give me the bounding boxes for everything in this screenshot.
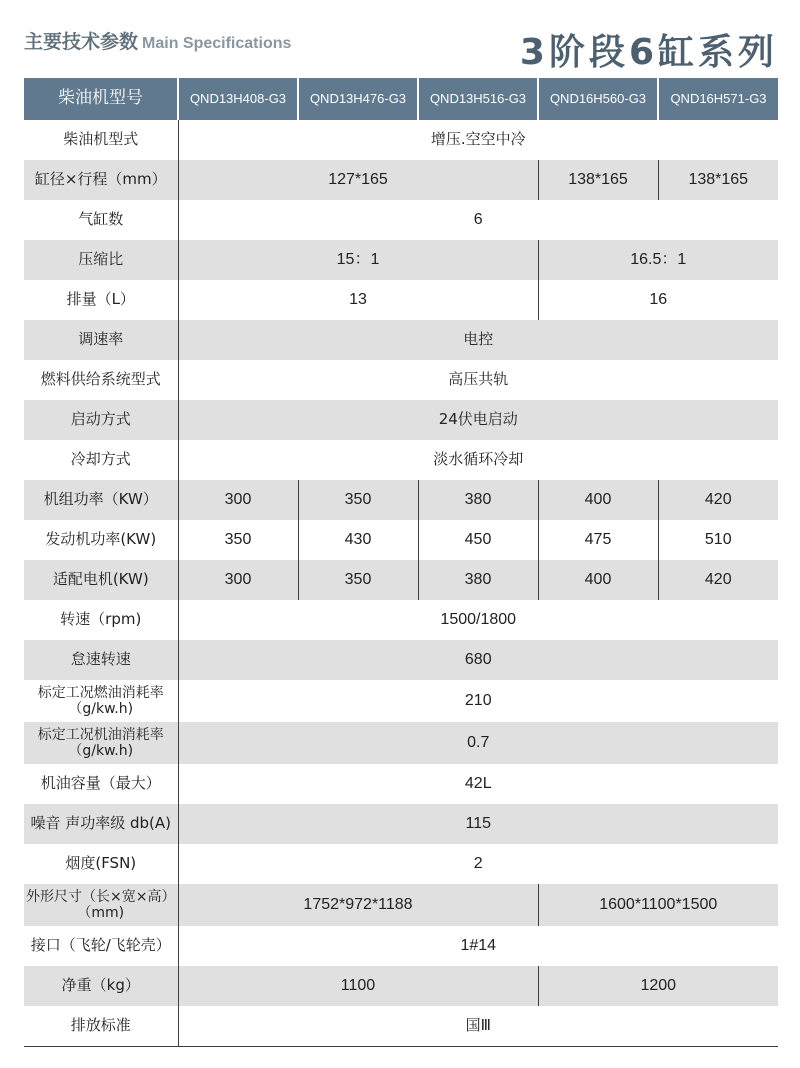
- table-row: [24, 200, 778, 240]
- row-label: 气缸数: [24, 200, 178, 240]
- table-row: [24, 764, 778, 804]
- title-english: Main Specifications: [142, 35, 292, 52]
- row-value: 400: [538, 560, 658, 600]
- table-row: [24, 884, 778, 926]
- table-row: [24, 280, 778, 320]
- row-value: 138*165: [538, 160, 658, 200]
- row-value: 380: [418, 560, 538, 600]
- row-value: 24伏电启动: [178, 400, 778, 440]
- row-label: 压缩比: [24, 240, 178, 280]
- row-value: 13: [349, 290, 367, 308]
- model-column-header: QND13H476-G3: [298, 78, 418, 120]
- row-value: 450: [418, 520, 538, 560]
- table-row: [24, 640, 778, 680]
- row-label: 怠速转速: [24, 640, 178, 680]
- row-value: 350: [224, 530, 252, 548]
- model-column-header: QND16H571-G3: [658, 78, 778, 120]
- row-value: 高压共轨: [448, 370, 509, 389]
- row-label: 冷却方式: [24, 440, 178, 480]
- row-label: 标定工况燃油消耗率（g/kw.h): [24, 680, 178, 722]
- header-label: 柴油机型号: [24, 78, 178, 120]
- table-row: [24, 440, 778, 480]
- row-value: 1752*972*1188: [178, 884, 538, 926]
- row-label: 净重（kg）: [24, 966, 178, 1006]
- row-value: 淡水循环冷却: [433, 450, 524, 469]
- row-label: 排放标准: [24, 1006, 178, 1047]
- row-value: 电控: [178, 320, 778, 360]
- row-value: 380: [418, 480, 538, 520]
- series-title: 3阶段6缸系列: [519, 32, 778, 73]
- table-row: [24, 722, 778, 764]
- row-label: 外形尺寸（长×宽×高）（mm): [24, 884, 178, 926]
- row-value: 1200: [538, 966, 778, 1006]
- row-value: 510: [658, 520, 778, 560]
- row-value: 国Ⅲ: [178, 1006, 778, 1047]
- table-row: [24, 480, 778, 520]
- row-label: 烟度(FSN): [24, 844, 178, 884]
- row-label: 排量（L）: [24, 280, 178, 320]
- row-label: 发动机功率(KW): [24, 520, 178, 560]
- table-row: [24, 400, 778, 440]
- row-label: 机油容量（最大）: [24, 764, 178, 804]
- row-label: 启动方式: [24, 400, 178, 440]
- row-value: 16: [538, 280, 778, 320]
- row-value: 300: [178, 480, 298, 520]
- model-column-header: QND16H560-G3: [538, 78, 658, 120]
- row-value: 0.7: [178, 722, 778, 764]
- table-row: [24, 966, 778, 1006]
- row-label: 机组功率（KW）: [24, 480, 178, 520]
- section-title: [24, 27, 291, 54]
- row-value: 42L: [464, 774, 492, 792]
- row-value: 2: [473, 854, 483, 872]
- row-value: 1100: [178, 966, 538, 1006]
- row-value: 127*165: [178, 160, 538, 200]
- row-label: 标定工况机油消耗率（g/kw.h): [24, 722, 178, 764]
- table-row: [24, 360, 778, 400]
- row-value: 680: [178, 640, 778, 680]
- row-label: 噪音 声功率级 db(A): [24, 804, 178, 844]
- table-row: [24, 120, 778, 160]
- row-value: 420: [658, 560, 778, 600]
- row-value: 16.5：1: [538, 240, 778, 280]
- row-label: 转速（rpm): [24, 600, 178, 640]
- row-label: 燃料供给系统型式: [24, 360, 178, 400]
- row-value: 1500/1800: [440, 610, 517, 628]
- title-chinese: 主要技术参数: [24, 31, 139, 53]
- row-value: 350: [298, 480, 418, 520]
- model-column-header: QND13H516-G3: [418, 78, 538, 120]
- row-value: 350: [298, 560, 418, 600]
- row-value: 增压.空空中冷: [430, 130, 526, 149]
- table-row: [24, 160, 778, 200]
- table-row: [24, 520, 778, 560]
- row-label: 缸径×行程（mm）: [24, 160, 178, 200]
- table-row: [24, 1006, 778, 1047]
- table-row: [24, 320, 778, 360]
- table-row: [24, 680, 778, 722]
- row-value: 210: [464, 691, 492, 709]
- table-row: [24, 240, 778, 280]
- table-row: [24, 560, 778, 600]
- row-label: 柴油机型式: [24, 120, 178, 160]
- row-value: 475: [538, 520, 658, 560]
- table-row: [24, 844, 778, 884]
- row-value: 115: [178, 804, 778, 844]
- row-value: 300: [178, 560, 298, 600]
- row-label: 接口（飞轮/飞轮壳）: [24, 926, 178, 966]
- table-row: [24, 804, 778, 844]
- row-value: 430: [298, 520, 418, 560]
- table-header-row: [24, 78, 778, 120]
- spec-table: [24, 78, 778, 1047]
- row-value: 1#14: [460, 936, 497, 954]
- table-row: [24, 600, 778, 640]
- row-value: 138*165: [658, 160, 778, 200]
- row-value: 1600*1100*1500: [538, 884, 778, 926]
- model-column-header: QND13H408-G3: [178, 78, 298, 120]
- row-value: 400: [538, 480, 658, 520]
- row-value: 15：1: [178, 240, 538, 280]
- row-value: 420: [658, 480, 778, 520]
- row-label: 适配电机(KW): [24, 560, 178, 600]
- row-value: 6: [473, 210, 483, 228]
- table-row: [24, 926, 778, 966]
- row-label: 调速率: [24, 320, 178, 360]
